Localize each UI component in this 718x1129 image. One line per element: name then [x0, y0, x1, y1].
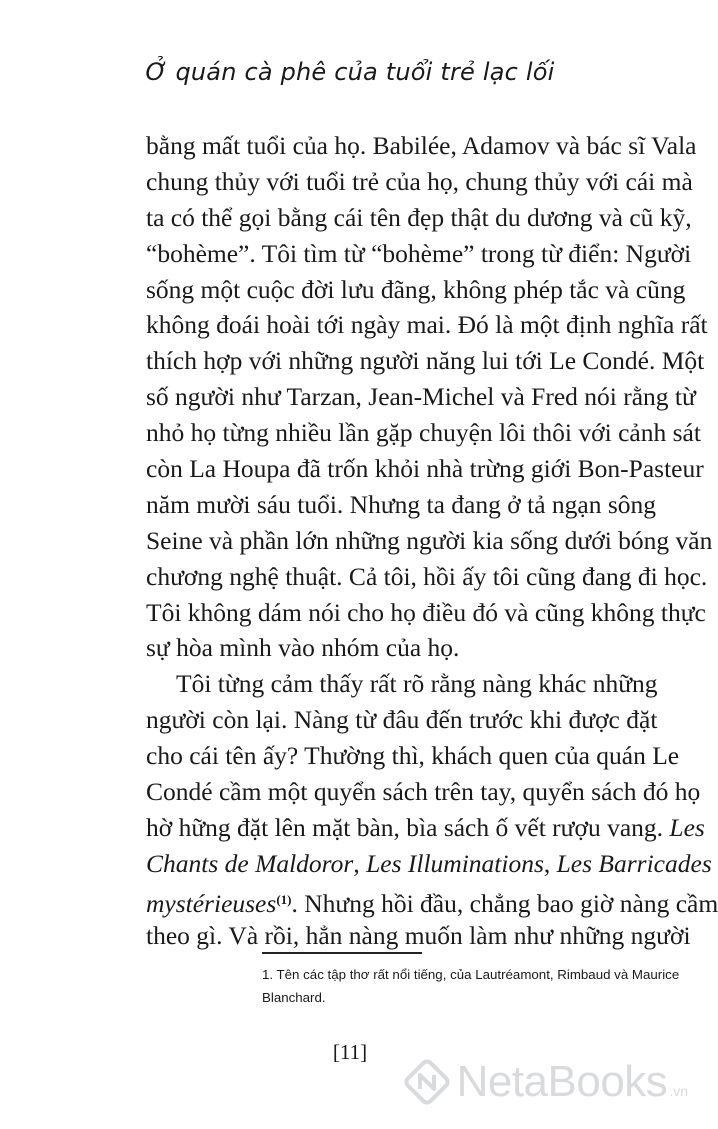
text-line: [146, 846, 712, 882]
text-line: Seine và phần lớn những người kia sống dưới bóng văn: [146, 525, 713, 555]
text-line: không đoái hoài tới ngày mai. Đó là một định nghĩa rất: [146, 310, 708, 340]
text-line: người còn lại. Nàng từ đâu đến trước khi được đặt: [146, 705, 658, 735]
text-line: “bohème”. Tôi tìm từ “bohème” trong từ điển: Người: [146, 238, 692, 268]
text-segment: ,: [543, 848, 557, 878]
text-line: cho cái tên ấy? Thường thì, khách quen của quán Le: [146, 741, 680, 771]
text-segment: ,: [353, 848, 367, 878]
text-line: sự hòa mình vào nhóm của họ.: [146, 633, 460, 663]
netabooks-logo-icon: [403, 1058, 451, 1106]
text-line: Tôi không dám nói cho họ điều đó và cũng không thực: [146, 597, 706, 627]
text-line: [146, 882, 718, 918]
text-segment: hờ hững đặt lên mặt bàn, bìa sách ố vết rượu vang.: [146, 812, 670, 842]
book-title: mystérieuses: [146, 888, 277, 918]
footnote-line: Blanchard.: [262, 990, 326, 1005]
footnote-marker: (1): [276, 891, 292, 907]
text-line: Condé cầm một quyển sách trên tay, quyển sách đó họ: [146, 777, 701, 807]
watermark: [403, 1057, 688, 1107]
body-text: [146, 128, 718, 953]
text-line: thích hợp với những người năng lui tới Le Condé. Một: [146, 346, 705, 376]
book-title: Les Illuminations: [366, 848, 544, 878]
footnote: [262, 963, 692, 1009]
text-line: còn La Houpa đã trốn khỏi nhà trừng giới Bon-Pasteur: [146, 454, 704, 484]
text-line: sống một cuộc đời lưu đãng, không phép tắc và cũng: [146, 274, 686, 304]
text-line: theo gì. Và rồi, hẳn nàng muốn làm như những người: [146, 920, 691, 950]
watermark-suffix: .vn: [669, 1083, 688, 1099]
page-number: [11]: [332, 1040, 368, 1064]
text-line: năm mười sáu tuổi. Nhưng ta đang ở tả ngạn sông: [146, 489, 656, 519]
footnote-divider: [262, 952, 422, 954]
running-head: Ở quán cà phê của tuổi trẻ lạc lối: [145, 58, 555, 86]
text-line: chương nghệ thuật. Cả tôi, hồi ấy tôi cũng đang đi học.: [146, 561, 708, 591]
text-line: số người như Tarzan, Jean-Michel và Fred nói rằng từ: [146, 382, 696, 412]
text-line: [146, 810, 705, 846]
book-title: Les: [669, 812, 705, 842]
text-line: nhỏ họ từng nhiều lần gặp chuyện lôi thôi với cảnh sát: [146, 418, 701, 448]
text-segment: . Nhưng hồi đầu, chẳng bao giờ nàng cầm: [291, 888, 718, 918]
text-line: bằng mất tuổi của họ. Babilée, Adamov và bác sĩ Vala: [146, 131, 697, 160]
text-line: Tôi từng cảm thấy rất rõ rằng nàng khác những: [176, 669, 658, 699]
watermark-brand: NetaBooks: [456, 1057, 668, 1106]
footnote-line: 1. Tên các tập thơ rất nổi tiếng, của Lautréamont, Rimbaud và Maurice: [262, 967, 680, 982]
text-line: chung thủy với tuổi trẻ của họ, chung thủy với cái mà: [146, 166, 693, 196]
book-title: Les Barricades: [556, 848, 712, 878]
text-line: ta có thể gọi bằng cái tên đẹp thật du dương và cũ kỹ,: [146, 202, 692, 232]
book-title: Chants de Maldoror: [146, 848, 354, 878]
